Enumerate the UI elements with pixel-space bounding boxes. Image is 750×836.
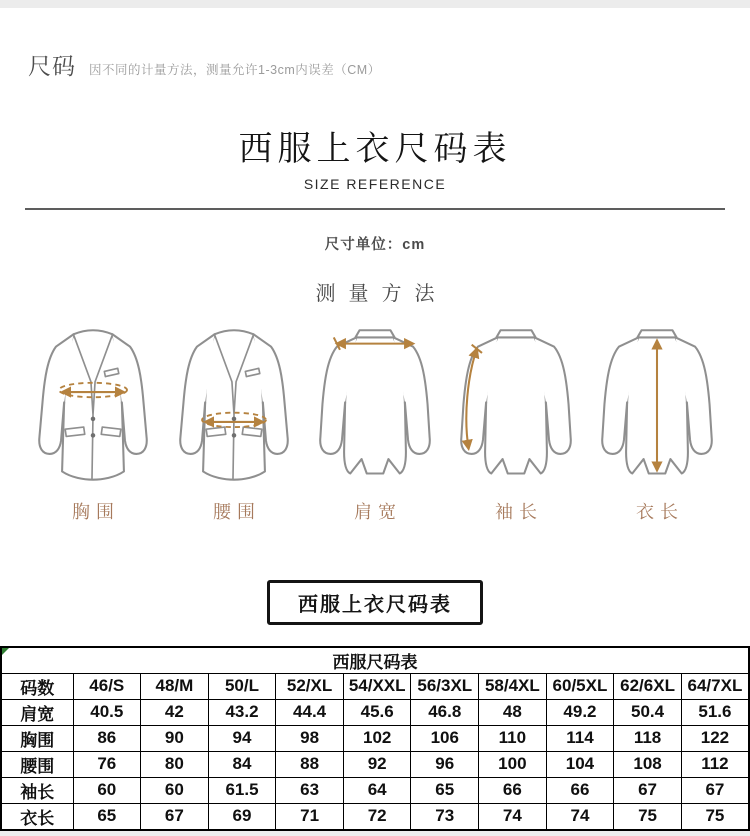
table-row bbox=[1, 725, 749, 751]
size-cell: 72 bbox=[343, 803, 411, 830]
size-cell: 122 bbox=[681, 725, 749, 751]
size-cell: 84 bbox=[208, 751, 276, 777]
boxed-table-title: 西服上衣尺码表 bbox=[267, 580, 483, 625]
size-cell: 114 bbox=[546, 725, 614, 751]
table-title-row bbox=[1, 647, 749, 674]
jacket-back-length-illustration bbox=[590, 324, 724, 489]
hero-block bbox=[0, 129, 750, 192]
col-header: 56/3XL bbox=[411, 673, 479, 699]
size-cell: 102 bbox=[343, 725, 411, 751]
col-header: 60/5XL bbox=[546, 673, 614, 699]
size-cell: 100 bbox=[479, 751, 547, 777]
size-cell: 45.6 bbox=[343, 699, 411, 725]
size-cell: 74 bbox=[479, 803, 547, 830]
top-gray-bar bbox=[0, 0, 750, 8]
size-cell: 88 bbox=[276, 751, 344, 777]
size-section-header bbox=[0, 8, 750, 81]
row-label: 肩宽 bbox=[1, 699, 73, 725]
figure-length bbox=[587, 324, 728, 524]
jacket-front-waist-illustration bbox=[167, 324, 301, 489]
size-cell: 65 bbox=[73, 803, 141, 830]
size-cell: 106 bbox=[411, 725, 479, 751]
col-header: 46/S bbox=[73, 673, 141, 699]
col-header: 50/L bbox=[208, 673, 276, 699]
figure-label-chest: 胸围 bbox=[72, 501, 120, 522]
boxed-title-row bbox=[0, 580, 750, 625]
col-header: 62/6XL bbox=[614, 673, 682, 699]
table-row bbox=[1, 803, 749, 830]
bottom-artifact-strip bbox=[0, 831, 750, 836]
col-header: 64/7XL bbox=[681, 673, 749, 699]
size-cell: 67 bbox=[141, 803, 209, 830]
method-title: 测量方法 bbox=[315, 282, 448, 305]
page-subtitle: SIZE REFERENCE bbox=[303, 175, 447, 192]
size-cell: 63 bbox=[276, 777, 344, 803]
row-label: 胸围 bbox=[1, 725, 73, 751]
size-cell: 60 bbox=[141, 777, 209, 803]
size-cell: 60 bbox=[73, 777, 141, 803]
size-table bbox=[0, 646, 750, 831]
size-cell: 40.5 bbox=[73, 699, 141, 725]
size-cell: 46.8 bbox=[411, 699, 479, 725]
size-cell: 51.6 bbox=[681, 699, 749, 725]
cell-corner-flag-icon bbox=[2, 648, 9, 655]
row-label: 衣长 bbox=[1, 803, 73, 830]
col-header: 54/XXL bbox=[343, 673, 411, 699]
size-cell: 92 bbox=[343, 751, 411, 777]
table-row bbox=[1, 699, 749, 725]
row-label: 袖长 bbox=[1, 777, 73, 803]
figure-chest bbox=[23, 324, 164, 524]
figure-label-sleeve: 袖长 bbox=[495, 501, 543, 522]
figure-shoulder bbox=[305, 324, 446, 524]
size-cell: 73 bbox=[411, 803, 479, 830]
size-cell: 49.2 bbox=[546, 699, 614, 725]
size-cell: 76 bbox=[73, 751, 141, 777]
row-label: 腰围 bbox=[1, 751, 73, 777]
table-row bbox=[1, 751, 749, 777]
size-cell: 50.4 bbox=[614, 699, 682, 725]
size-cell: 69 bbox=[208, 803, 276, 830]
size-cell: 42 bbox=[141, 699, 209, 725]
size-cell: 44.4 bbox=[276, 699, 344, 725]
size-cell: 65 bbox=[411, 777, 479, 803]
size-cell: 64 bbox=[343, 777, 411, 803]
tolerance-note: 因不同的计量方法，测量允许1-3cm内误差（CM） bbox=[89, 63, 381, 77]
jacket-front-chest-illustration bbox=[26, 324, 160, 489]
size-cell: 71 bbox=[276, 803, 344, 830]
size-cell: 75 bbox=[614, 803, 682, 830]
size-cell: 74 bbox=[546, 803, 614, 830]
size-cell: 112 bbox=[681, 751, 749, 777]
horizontal-divider bbox=[25, 208, 725, 210]
figure-waist bbox=[164, 324, 305, 524]
col-header: 52/XL bbox=[276, 673, 344, 699]
size-cell: 43.2 bbox=[208, 699, 276, 725]
size-cell: 118 bbox=[614, 725, 682, 751]
size-cell: 86 bbox=[73, 725, 141, 751]
section-title: 尺码 bbox=[28, 53, 76, 79]
size-cell: 66 bbox=[546, 777, 614, 803]
table-header-row bbox=[1, 673, 749, 699]
figure-label-waist: 腰围 bbox=[213, 501, 261, 522]
figure-sleeve bbox=[446, 324, 587, 524]
size-cell: 67 bbox=[681, 777, 749, 803]
unit-label: 尺寸单位：cm bbox=[324, 236, 426, 253]
col-header: 58/4XL bbox=[479, 673, 547, 699]
col-header: 48/M bbox=[141, 673, 209, 699]
size-cell: 104 bbox=[546, 751, 614, 777]
size-cell: 94 bbox=[208, 725, 276, 751]
table-row bbox=[1, 777, 749, 803]
size-cell: 48 bbox=[479, 699, 547, 725]
size-cell: 67 bbox=[614, 777, 682, 803]
size-cell: 96 bbox=[411, 751, 479, 777]
table-title: 西服尺码表 bbox=[1, 647, 749, 674]
size-cell: 80 bbox=[141, 751, 209, 777]
size-table-section bbox=[0, 646, 750, 831]
size-cell: 90 bbox=[141, 725, 209, 751]
col-header: 码数 bbox=[1, 673, 73, 699]
size-cell: 110 bbox=[479, 725, 547, 751]
jacket-back-sleeve-illustration bbox=[449, 324, 583, 489]
size-cell: 98 bbox=[276, 725, 344, 751]
figure-label-shoulder: 肩宽 bbox=[354, 501, 402, 522]
page-title: 西服上衣尺码表 bbox=[238, 130, 512, 168]
measurement-figures bbox=[0, 324, 750, 524]
size-cell: 61.5 bbox=[208, 777, 276, 803]
size-cell: 75 bbox=[681, 803, 749, 830]
size-cell: 66 bbox=[479, 777, 547, 803]
jacket-back-shoulder-illustration bbox=[308, 324, 442, 489]
size-cell: 108 bbox=[614, 751, 682, 777]
figure-label-length: 衣长 bbox=[636, 501, 684, 522]
